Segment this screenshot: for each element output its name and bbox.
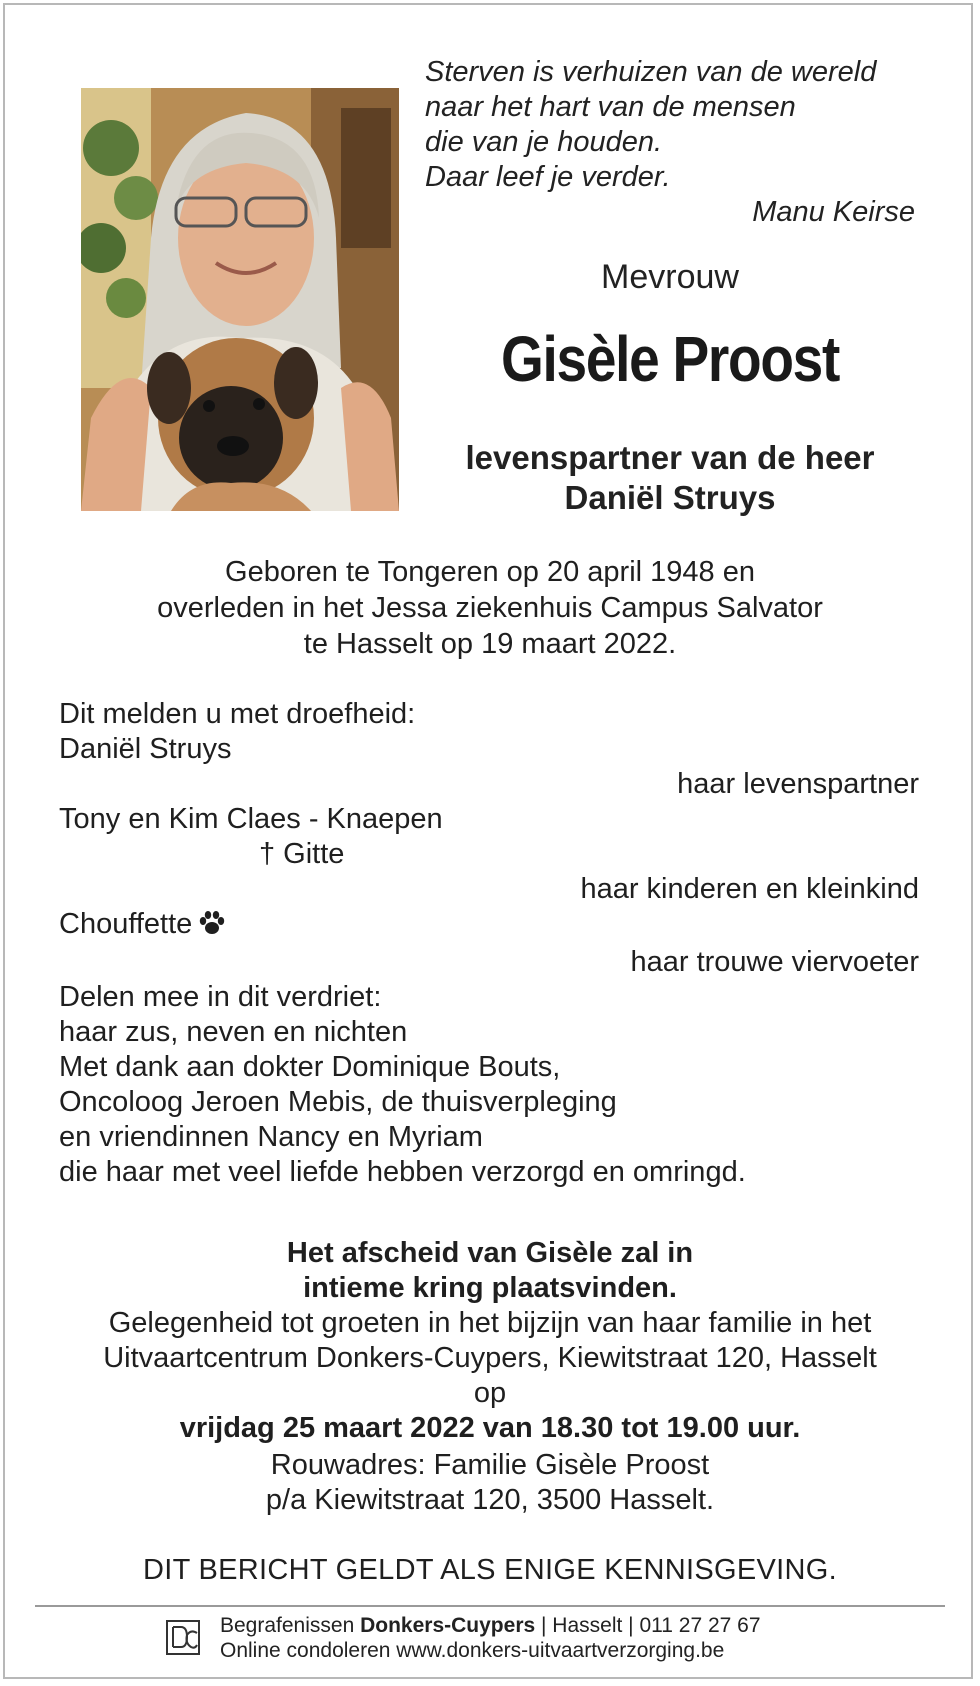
family-children: Tony en Kim Claes - Knaepen: [59, 803, 443, 835]
farewell-line: Uitvaartcentrum Donkers-Cuypers, Kiewitstraat 120, Hasselt: [103, 1342, 877, 1374]
footer-online: Online condoleren www.donkers-uitvaartverzorging.be: [220, 1639, 725, 1662]
quote-line: Sterven is verhuizen van de wereld: [425, 56, 877, 88]
thanks-line: haar zus, neven en nichten: [59, 1016, 408, 1048]
born-line: Geboren te Tongeren op 20 april 1948 en: [225, 556, 755, 588]
partner-line: Daniël Struys: [564, 479, 776, 516]
family-intro: Dit melden u met droefheid:: [59, 698, 416, 730]
memorial-quote: [425, 55, 915, 230]
birth-death-block: [40, 554, 940, 662]
thanks-line: die haar met veel liefde hebben verzorgd en omringd.: [59, 1156, 746, 1188]
thanks-line: Oncoloog Jeroen Mebis, de thuisverpleging: [59, 1086, 617, 1118]
deceased-name: Gisèle Proost: [500, 323, 840, 395]
partner-line: levenspartner van de heer: [465, 439, 875, 476]
address-line: Rouwadres: Familie Gisèle Proost: [270, 1449, 710, 1481]
farewell-bold-line: Het afscheid van Gisèle zal in: [286, 1237, 694, 1269]
footer: [220, 1613, 761, 1663]
footer-company-line: [220, 1613, 761, 1638]
farewell-bold-line: intieme kring plaatsvinden.: [303, 1272, 677, 1304]
family-pet-name: Chouffette: [59, 908, 193, 940]
quote-line: Daar leef je verder.: [425, 161, 671, 193]
quote-author: Manu Keirse: [752, 196, 915, 228]
honorific: Mevrouw: [601, 258, 739, 296]
family-grandchild: † Gitte: [259, 838, 345, 870]
family-partner-role: haar levenspartner: [677, 768, 919, 800]
address-line: p/a Kiewitstraat 120, 3500 Hasselt.: [265, 1484, 715, 1516]
farewell-block: [40, 1236, 940, 1446]
farewell-date-line: [40, 1376, 940, 1446]
family-pet: [59, 907, 919, 945]
farewell-date: vrijdag 25 maart 2022 van 18.30 tot 19.00 uur.: [179, 1412, 801, 1444]
footer-company: Donkers-Cuypers: [360, 1614, 536, 1637]
partner-block: [425, 438, 915, 518]
funeral-home-logo-icon: [165, 1617, 203, 1657]
footer-prefix: Begrafenissen: [220, 1614, 355, 1637]
thanks-line: Delen mee in dit verdriet:: [59, 981, 382, 1013]
footer-location: | Hasselt | 011 27 27 67: [541, 1614, 761, 1637]
born-line: overleden in het Jessa ziekenhuis Campus Salvator: [157, 592, 823, 624]
family-pet-role: haar trouwe viervoeter: [630, 946, 919, 978]
quote-line: naar het hart van de mensen: [425, 91, 796, 123]
mourning-address: [40, 1448, 940, 1518]
quote-line: die van je houden.: [425, 126, 663, 158]
family-children-role: haar kinderen en kleinkind: [580, 873, 919, 905]
farewell-line: Gelegenheid tot groeten in het bijzijn van haar familie in het: [108, 1307, 872, 1339]
footer-divider: [35, 1605, 945, 1607]
born-line: te Hasselt op 19 maart 2022.: [303, 628, 677, 660]
thanks-line: Met dank aan dokter Dominique Bouts,: [59, 1051, 561, 1083]
paw-icon: [198, 910, 226, 945]
family-block: [59, 697, 919, 1190]
official-notice: DIT BERICHT GELDT ALS ENIGE KENNISGEVING.: [143, 1554, 837, 1586]
farewell-date-prefix: op: [473, 1377, 507, 1409]
portrait-photo: [81, 88, 399, 511]
family-partner-name: Daniël Struys: [59, 733, 232, 765]
thanks-line: en vriendinnen Nancy en Myriam: [59, 1121, 483, 1153]
